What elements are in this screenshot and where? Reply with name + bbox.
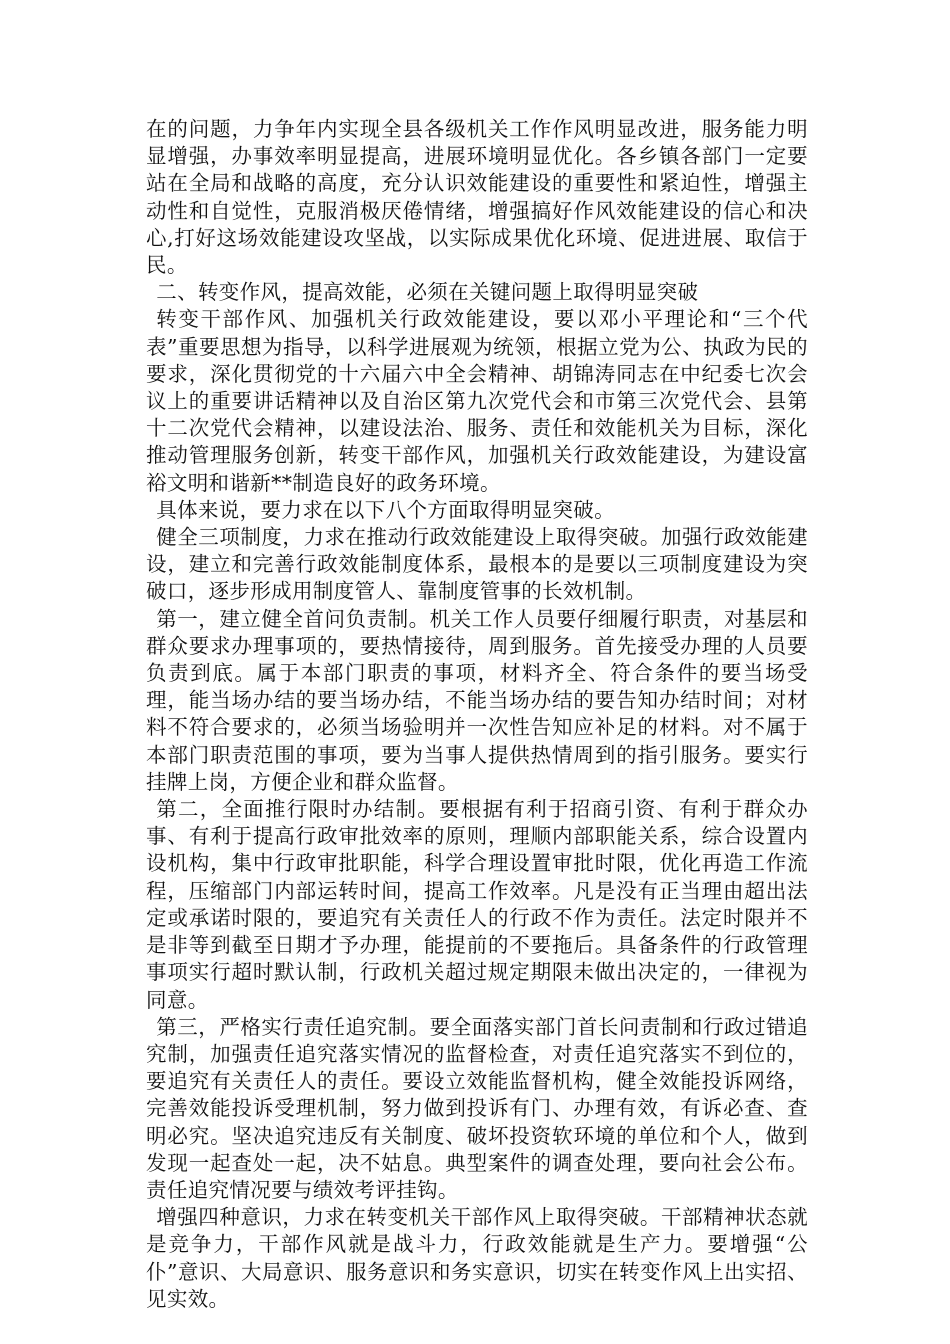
paragraph-continuation: 在的问题，力争年内实现全县各级机关工作作风明显改进，服务能力明显增强，办事效率明显提高，进展环境明显优化。各乡镇各部门一定要站在全局和战略的高度，充分认识效能建设的重要性和紧迫性，增强主动性和自觉性，克服消极厌倦情绪，增强搞好作风效能建设的信心和决心,打好这场效能建设攻坚战，以实际成果优化环境、促进进展、取信于民。 bbox=[146, 117, 808, 278]
document-page bbox=[146, 116, 808, 1313]
section-heading: 二、转变作风，提高效能，必须在关键问题上取得明显突破 bbox=[156, 280, 699, 305]
paragraph-time-limit: 第二，全面推行限时办结制。要根据有利于招商引资、有利于群众办事、有利于提高行政审批效率的原则，理顺内部职能关系，综合设置内设机构，集中行政审批职能，科学合理设置审批时限，优化再造工作流程，压缩部门内部运转时间，提高工作效率。凡是没有正当理由超出法定或承诺时限的，要追究有关责任人的行政不作为责任。法定时限并不是非等到截至日期才予办理，能提前的不要拖后。具备条件的行政管理事项实行超时默认制，行政机关超过规定期限未做出决定的，一律视为同意。 bbox=[146, 797, 808, 1012]
paragraph-four-awareness: 增强四种意识，力求在转变机关干部作风上取得突破。干部精神状态就是竞争力，干部作风就是战斗力，行政效能就是生产力。要增强“公仆”意识、大局意识、服务意识和务实意识，切实在转变作风上出实招、见实效。 bbox=[146, 1205, 808, 1311]
paragraph-first-responsibility: 第一，建立健全首问负责制。机关工作人员要仔细履行职责，对基层和群众要求办理事项的，要热情接待，周到服务。首先接受办理的人员要负责到底。属于本部门职责的事项，材料齐全、符合条件的要当场受理，能当场办结的要当场办结，不能当场办结的要告知办结时间；对材料不符合要求的，必须当场验明并一次性告知应补足的材料。对不属于本部门职责范围的事项，要为当事人提供热情周到的指引服务。要实行挂牌上岗，方便企业和群众监督。 bbox=[146, 606, 808, 794]
paragraph-eight-aspects: 具体来说，要力求在以下八个方面取得明显突破。 bbox=[156, 497, 615, 522]
paragraph-three-systems: 健全三项制度，力求在推动行政效能建设上取得突破。加强行政效能建设，建立和完善行政效能制度体系，最根本的是要以三项制度建设为突破口，逐步形成用制度管人、靠制度管事的长效机制。 bbox=[146, 525, 808, 604]
paragraph-guiding-thought: 转变干部作风、加强机关行政效能建设，要以邓小平理论和“三个代表”重要思想为指导，以科学进展观为统领，根据立党为公、执政为民的要求，深化贯彻党的十六届六中全会精神、胡锦涛同志在中纪委七次会议上的重要讲话精神以及自治区第九次党代会和市第三次党代会、县第十二次党代会精神，以建设法治、服务、责任和效能机关为目标，深化推动管理服务创新，转变干部作风，加强机关行政效能建设，为建设富裕文明和谐新**制造良好的政务环境。 bbox=[146, 307, 808, 495]
paragraph-accountability: 第三，严格实行责任追究制。要全面落实部门首长问责制和行政过错追究制，加强责任追究落实情况的监督检查，对责任追究落实不到位的，要追究有关责任人的责任。要设立效能监督机构，健全效能投诉网络，完善效能投诉受理机制，努力做到投诉有门、办理有效，有诉必查、查明必究。坚决追究违反有关制度、破坏投资软环境的单位和个人，做到发现一起查处一起，决不姑息。典型案件的调查处理，要向社会公布。责任追究情况要与绩效考评挂钩。 bbox=[146, 1014, 808, 1202]
